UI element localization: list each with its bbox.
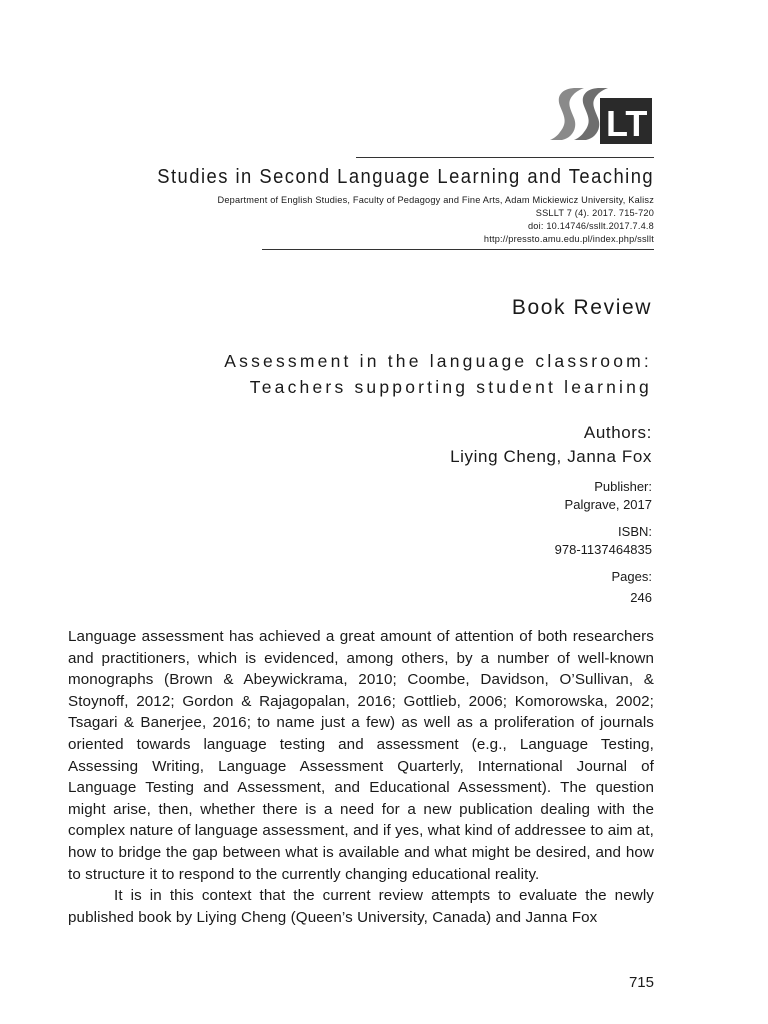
book-title bbox=[224, 348, 652, 400]
header-rule-bottom bbox=[262, 249, 654, 250]
authors-label: Authors: bbox=[583, 423, 652, 442]
publisher-label: Publisher: bbox=[594, 479, 652, 494]
body-text bbox=[68, 626, 654, 928]
pages-label: Pages: bbox=[611, 569, 652, 584]
book-title-line1: Assessment in the language classroom: bbox=[224, 351, 652, 371]
authors-names: Liying Cheng, Janna Fox bbox=[450, 447, 652, 466]
publisher-value: Palgrave, 2017 bbox=[564, 497, 652, 512]
isbn-value: 978-1137464835 bbox=[554, 542, 652, 557]
svg-text:LT: LT bbox=[606, 103, 648, 144]
paragraph-2: It is in this context that the current review attempts to evaluate the newly published book by Liying Cheng (Queen’s University, Canada) and Janna Fox bbox=[68, 887, 654, 926]
journal-title: Studies in Second Language Learning and Teaching bbox=[157, 166, 654, 188]
department-line: Department of English Studies, Faculty of Pedagogy and Fine Arts, Adam Mickiewicz University, Kalisz bbox=[217, 195, 654, 205]
citation-line: SSLLT 7 (4). 2017. 715-720 bbox=[535, 208, 654, 218]
section-label: Book Review bbox=[511, 296, 652, 319]
book-title-line2: Teachers supporting student learning bbox=[249, 377, 652, 397]
journal-logo bbox=[548, 84, 656, 146]
doi-line: doi: 10.14746/ssllt.2017.7.4.8 bbox=[527, 221, 654, 231]
pages-value: 246 bbox=[630, 590, 652, 605]
paragraph-1: Language assessment has achieved a great amount of attention of both researchers and practitioners, which is evidenced, among others, by a number of well-known monographs (Brown & Abeywickrama, 2010; Coombe, Davidson, O’Sullivan, & Stoynoff, 2012; Gordon & Rajagopalan, 2016; Gottlieb, 2006; Komorowska, 2002; Tsagari & Banerjee, 2016; to name just a few) as well as a proliferation of journals oriented towards language testing and assessment (e.g., Language Testing, Assessing Writing, Language Assessment Quarterly, International Journal of Language Testing and Assessment, and Educational Assessment). The question might arise, then, whether there is a need for a new publication dealing with the complex nature of language assessment, and if yes, what kind of addressee to aim at, how to bridge the gap between what is available and what might be desired, and how to structure it to respond to the currently changing educational reality. bbox=[68, 628, 654, 883]
header-rule-top bbox=[356, 157, 654, 158]
page-number: 715 bbox=[628, 974, 654, 991]
journal-url[interactable]: http://pressto.amu.edu.pl/index.php/ssllt bbox=[483, 234, 654, 244]
isbn-label: ISBN: bbox=[618, 524, 652, 539]
